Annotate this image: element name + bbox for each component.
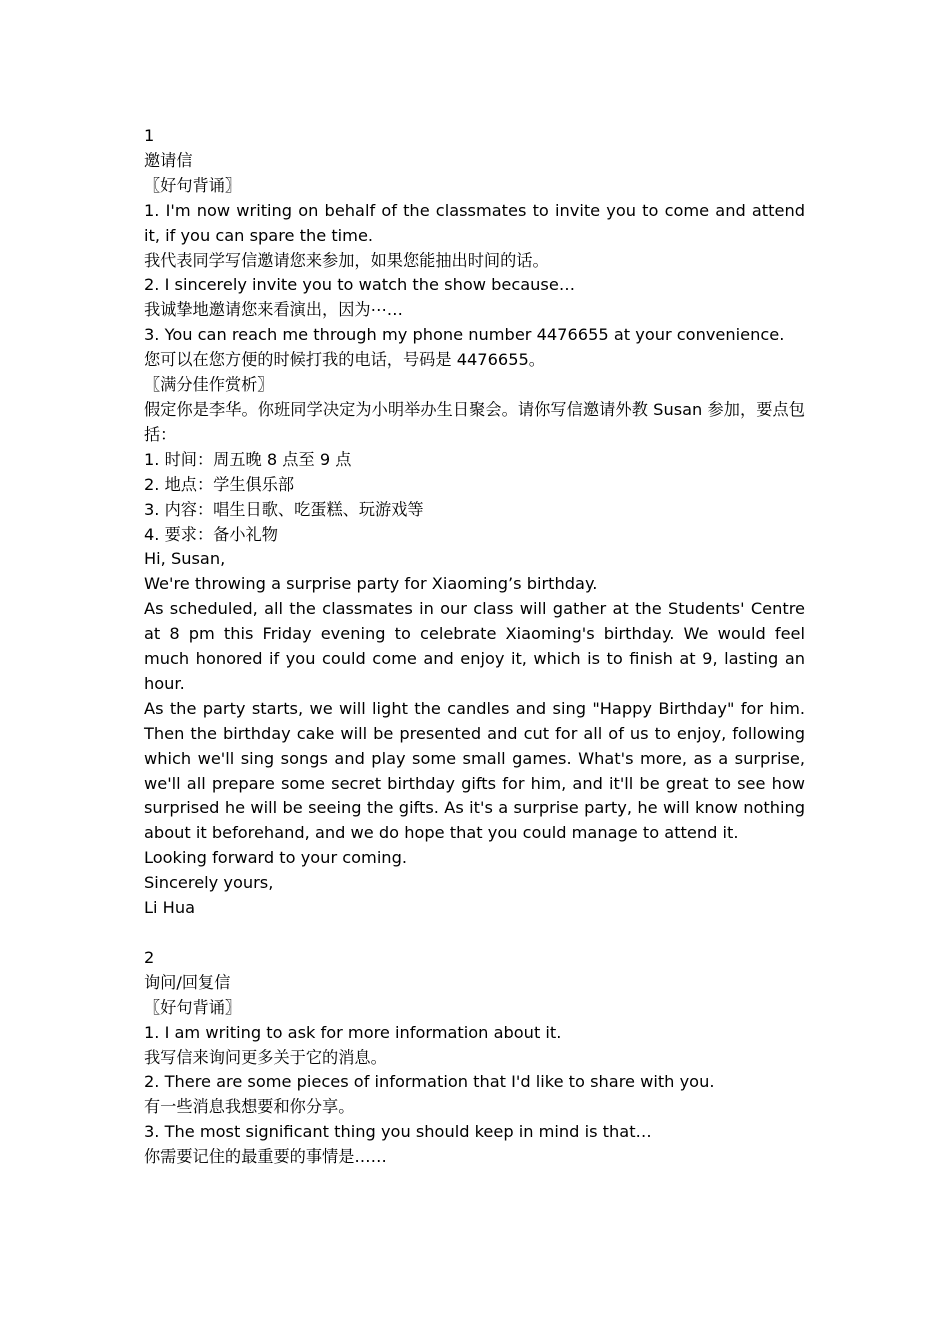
letter-paragraph: We're throwing a surprise party for Xiaoming’s birthday. bbox=[144, 574, 598, 594]
phrase-zh: 我代表同学写信邀请您来参加，如果您能抽出时间的话。 bbox=[144, 250, 549, 270]
phrase-en: 3. You can reach me through my phone number 4476655 at your convenience. bbox=[144, 325, 785, 345]
document-body bbox=[144, 124, 811, 1170]
section-2 bbox=[144, 946, 805, 1170]
sample-letter bbox=[144, 547, 811, 921]
section-1 bbox=[144, 124, 811, 921]
letter-closing: Sincerely yours, bbox=[144, 873, 274, 893]
phrases-heading: 〖好句背诵〗 bbox=[144, 175, 242, 195]
prompt-point: 1. 时间：周五晚 8 点至 9 点 bbox=[144, 449, 352, 469]
phrase-zh: 您可以在您方便的时候打我的电话，号码是 4476655。 bbox=[144, 350, 545, 370]
section-spacer bbox=[144, 921, 805, 946]
section-number: 2 bbox=[144, 947, 155, 967]
section-number: 1 bbox=[144, 126, 155, 145]
phrase-en: 1. I am writing to ask for more information about it. bbox=[144, 1022, 562, 1042]
letter-greeting: Hi, Susan, bbox=[144, 549, 226, 569]
letter-paragraph: As the party starts, we will light the candles and sing "Happy Birthday" for him. Then the birthday cake will be presented and cut for all of us to enjoy, following which we'll sing songs and play some small games. What's more, as a surprise, we'll all prepare some secret birthday gifts for him, and it'll be great to see how surprised he will be seeing the gifts. As it's a surprise party, he will know nothing about it beforehand, and we do hope that you could manage to attend it. bbox=[144, 698, 811, 843]
section-title: 邀请信 bbox=[144, 150, 193, 170]
section-title: 询问/回复信 bbox=[144, 972, 231, 992]
phrase-zh: 我写信来询问更多关于它的消息。 bbox=[144, 1047, 387, 1067]
letter-paragraph: Looking forward to your coming. bbox=[144, 848, 407, 868]
sample-heading: 〖满分佳作赏析〗 bbox=[144, 375, 274, 395]
phrase-zh: 你需要记住的最重要的事情是…… bbox=[144, 1147, 387, 1167]
prompt-point: 2. 地点：学生俱乐部 bbox=[144, 474, 295, 494]
phrase-en: 3. The most significant thing you should keep in mind is that… bbox=[144, 1122, 652, 1142]
phrase-en: 2. There are some pieces of information that I'd like to share with you. bbox=[144, 1072, 715, 1092]
phrase-zh: 有一些消息我想要和你分享。 bbox=[144, 1097, 355, 1117]
letter-paragraph: As scheduled, all the classmates in our class will gather at the Students' Centre at 8 pm this Friday evening to celebrate Xiaoming's birthday. We would feel much honored if you could come and enjoy it, which is to finish at 9, lasting an hour. bbox=[144, 599, 811, 693]
phrase-en: 1. I'm now writing on behalf of the classmates to invite you to come and attend it, if you can spare the time. bbox=[144, 200, 811, 245]
prompt-point: 3. 内容：唱生日歌、吃蛋糕、玩游戏等 bbox=[144, 499, 424, 519]
phrase-zh: 我诚挚地邀请您来看演出，因为⋯… bbox=[144, 300, 403, 320]
writing-prompt: 假定你是李华。你班同学决定为小明举办生日聚会。请你写信邀请外教 Susan 参加，要点包括： bbox=[144, 399, 805, 444]
phrase-en: 2. I sincerely invite you to watch the show because… bbox=[144, 275, 576, 295]
phrases-heading: 〖好句背诵〗 bbox=[144, 997, 242, 1017]
prompt-point: 4. 要求：备小礼物 bbox=[144, 524, 278, 544]
letter-signature: Li Hua bbox=[144, 898, 196, 918]
